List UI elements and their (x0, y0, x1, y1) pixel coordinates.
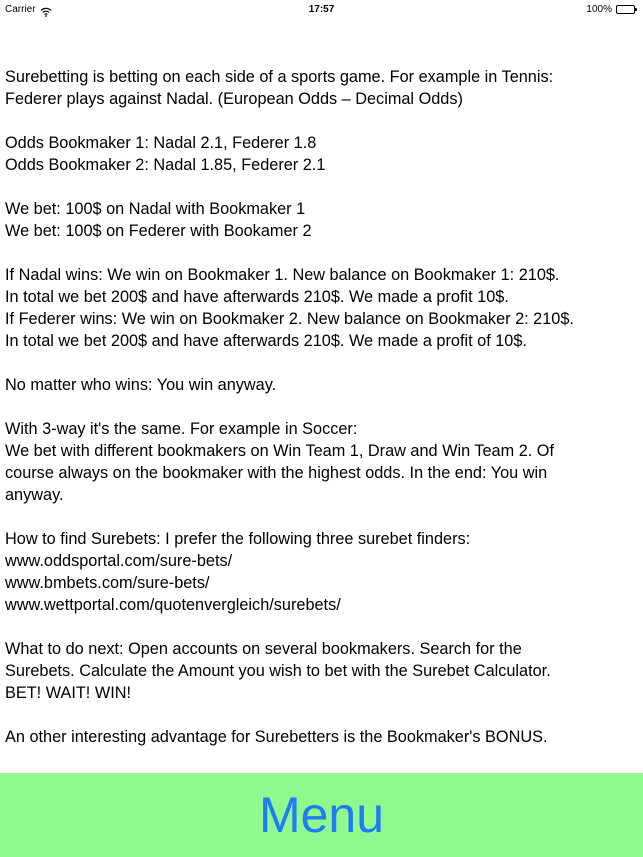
text-line: Federer plays against Nadal. (European Odds – Decimal Odds) (5, 90, 463, 108)
text-line: In total we bet 200$ and have afterwards 210$. We made a profit 10$. (5, 288, 509, 306)
text-paragraph (5, 66, 641, 110)
status-bar (0, 0, 643, 20)
text-paragraph (5, 638, 641, 704)
text-line: We bet: 100$ on Federer with Bookamer 2 (5, 222, 312, 240)
text-paragraph (5, 132, 641, 176)
text-line: If Federer wins: We win on Bookmaker 2. New balance on Bookmaker 2: 210$. (5, 310, 574, 328)
text-paragraph (5, 726, 641, 748)
text-line: Odds Bookmaker 1: Nadal 2.1, Federer 1.8 (5, 134, 317, 152)
status-time: 17:57 (308, 4, 335, 15)
text-line: anyway. (5, 486, 64, 504)
text-line: www.wettportal.com/quotenvergleich/surebets/ (5, 596, 341, 614)
text-line: Surebets. Calculate the Amount you wish to bet with the Surebet Calculator. (5, 662, 551, 680)
text-line: www.bmbets.com/sure-bets/ (5, 574, 210, 592)
text-line: How to find Surebets: I prefer the following three surebet finders: (5, 530, 471, 548)
text-paragraph (5, 418, 641, 506)
text-paragraph (5, 198, 641, 242)
menu-button[interactable] (0, 773, 643, 857)
text-line: We bet with different bookmakers on Win Team 1, Draw and Win Team 2. Of (5, 442, 554, 460)
text-line: With 3-way it's the same. For example in Soccer: (5, 420, 358, 438)
text-line: What to do next: Open accounts on several bookmakers. Search for the (5, 640, 522, 658)
text-line: No matter who wins: You win anyway. (5, 376, 277, 394)
status-right (586, 0, 638, 20)
carrier-label: Carrier (5, 4, 36, 15)
text-line: If Nadal wins: We win on Bookmaker 1. New balance on Bookmaker 1: 210$. (5, 266, 560, 284)
text-line: www.oddsportal.com/sure-bets/ (5, 552, 233, 570)
battery-percent: 100% (586, 4, 612, 15)
surebet-info-text (5, 66, 641, 770)
battery-icon (616, 5, 638, 15)
text-line: course always on the bookmaker with the highest odds. In the end: You win (5, 464, 548, 482)
text-paragraph (5, 374, 641, 396)
menu-button-label: Menu (258, 787, 385, 843)
text-line: Odds Bookmaker 2: Nadal 1.85, Federer 2.1 (5, 156, 326, 174)
text-paragraph (5, 264, 641, 352)
text-paragraph (5, 528, 641, 616)
text-line: We bet: 100$ on Nadal with Bookmaker 1 (5, 200, 306, 218)
text-line: An other interesting advantage for Surebetters is the Bookmaker's BONUS. (5, 728, 548, 746)
text-line: Surebetting is betting on each side of a sports game. For example in Tennis: (5, 68, 554, 86)
text-line: BET! WAIT! WIN! (5, 684, 132, 702)
text-line: In total we bet 200$ and have afterwards 210$. We made a profit of 10$. (5, 332, 527, 350)
